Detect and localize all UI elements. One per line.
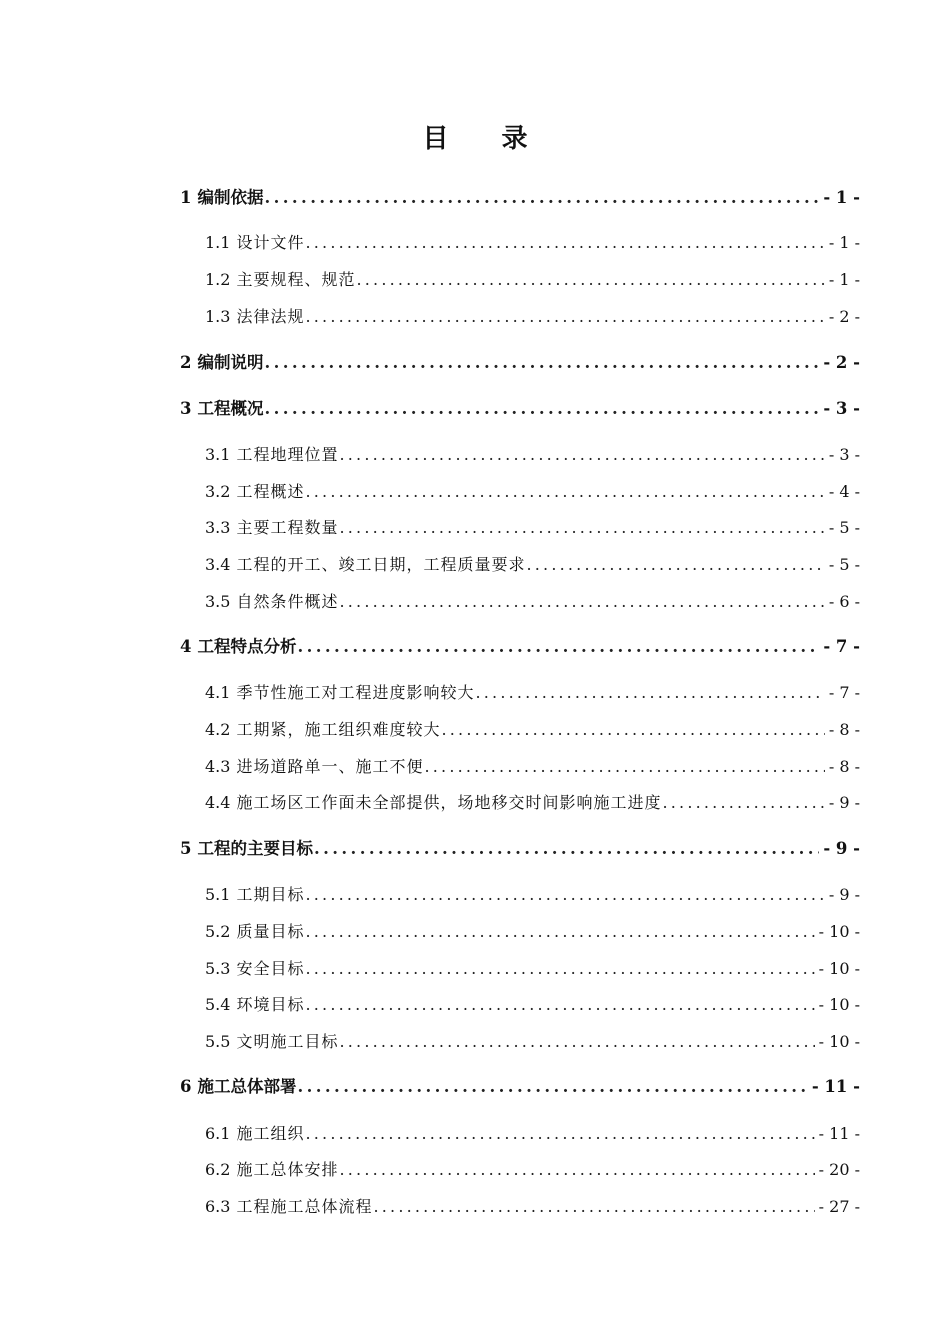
toc-page-number: - 7 - (828, 683, 860, 702)
toc-entry-number: 4.2 (205, 720, 231, 739)
toc-page-number: - 3 - (823, 399, 860, 418)
toc-entry-number: 4.4 (205, 793, 231, 812)
toc-entry-title: 文明施工目标 (236, 1032, 339, 1051)
toc-entry-title: 质量目标 (236, 922, 305, 941)
toc-page-number: - 10 - (818, 1032, 860, 1051)
toc-section-entry[interactable] (205, 590, 860, 614)
toc-entry-title: 设计文件 (236, 233, 305, 252)
toc-entry-number: 3.2 (205, 482, 231, 501)
toc-entry-title: 主要规程、规范 (236, 270, 356, 289)
toc-dot-leader (441, 718, 824, 742)
toc-dot-leader (264, 397, 819, 421)
toc-dot-leader (305, 1122, 814, 1146)
toc-entry-title: 施工组织 (236, 1124, 305, 1143)
toc-entry-title: 施工总体安排 (236, 1160, 339, 1179)
toc-entry-title: 编制说明 (197, 353, 264, 372)
toc-dot-leader (314, 837, 819, 861)
toc-section-entry[interactable] (205, 957, 860, 981)
toc-page-number: - 2 - (823, 353, 860, 372)
toc-entry-number: 3 (180, 399, 192, 418)
toc-entry-title: 工程概况 (197, 399, 264, 418)
toc-entry-title: 法律法规 (236, 307, 305, 326)
toc-entry-title: 主要工程数量 (236, 518, 339, 537)
toc-entry-title: 进场道路单一、施工不便 (236, 757, 424, 776)
toc-section-entry[interactable] (205, 791, 860, 815)
toc-page-number: - 4 - (828, 482, 860, 501)
toc-dot-leader (373, 1195, 814, 1219)
toc-dot-leader (305, 305, 824, 329)
toc-dot-leader (305, 993, 814, 1017)
toc-dot-leader (339, 1030, 814, 1054)
toc-dot-leader (356, 268, 824, 292)
toc-chapter-entry[interactable] (180, 837, 860, 861)
toc-dot-leader (526, 553, 824, 577)
toc-section-entry[interactable] (205, 1195, 860, 1219)
toc-entry-title: 工程的开工、竣工日期，工程质量要求 (236, 555, 526, 574)
toc-dot-leader (662, 791, 824, 815)
toc-dot-leader (305, 883, 824, 907)
toc-entry-title: 工期紧，施工组织难度较大 (236, 720, 441, 739)
toc-entry-title: 自然条件概述 (236, 592, 339, 611)
toc-section-entry[interactable] (205, 553, 860, 577)
toc-chapter-entry[interactable] (180, 1075, 860, 1099)
toc-entry-number: 6.1 (205, 1124, 231, 1143)
toc-entry-title: 施工总体部署 (197, 1077, 297, 1096)
toc-dot-leader (264, 186, 819, 210)
toc-entry-title: 工程概述 (236, 482, 305, 501)
toc-entry-title: 工程特点分析 (197, 637, 297, 656)
toc-entry-title: 环境目标 (236, 995, 305, 1014)
toc-entry-number: 4 (180, 637, 192, 656)
toc-entry-title: 工程施工总体流程 (236, 1197, 373, 1216)
toc-dot-leader (339, 590, 824, 614)
toc-entry-title: 工程的主要目标 (197, 839, 313, 858)
toc-dot-leader (305, 920, 814, 944)
toc-page-number: - 9 - (828, 885, 860, 904)
toc-section-entry[interactable] (205, 993, 860, 1017)
toc-dot-leader (339, 516, 824, 540)
toc-section-entry[interactable] (205, 480, 860, 504)
toc-entry-number: 2 (180, 353, 192, 372)
toc-page-number: - 1 - (828, 233, 860, 252)
toc-entry-number: 3.5 (205, 592, 231, 611)
toc-entry-number: 1 (180, 188, 192, 207)
toc-section-entry[interactable] (205, 1122, 860, 1146)
toc-page-number: - 11 - (818, 1124, 860, 1143)
toc-page-number: - 3 - (828, 445, 860, 464)
toc-section-entry[interactable] (205, 718, 860, 742)
toc-entry-number: 3.4 (205, 555, 231, 574)
toc-entry-number: 1.3 (205, 307, 231, 326)
toc-dot-leader (475, 681, 824, 705)
toc-page-number: - 20 - (818, 1160, 860, 1179)
toc-dot-leader (264, 351, 819, 375)
toc-section-entry[interactable] (205, 755, 860, 779)
toc-page-number: - 1 - (828, 270, 860, 289)
toc-entry-number: 5.2 (205, 922, 231, 941)
toc-dot-leader (424, 755, 824, 779)
toc-section-entry[interactable] (205, 920, 860, 944)
toc-page-number: - 8 - (828, 757, 860, 776)
toc-entry-number: 3.3 (205, 518, 231, 537)
toc-page-number: - 5 - (828, 555, 860, 574)
toc-page-number: - 5 - (828, 518, 860, 537)
toc-page-number: - 10 - (818, 995, 860, 1014)
toc-dot-leader (339, 1158, 814, 1182)
toc-entry-title: 工期目标 (236, 885, 305, 904)
toc-section-entry[interactable] (205, 1030, 860, 1054)
toc-dot-leader (297, 1075, 807, 1099)
toc-entry-number: 5.4 (205, 995, 231, 1014)
toc-page-number: - 6 - (828, 592, 860, 611)
toc-entry-number: 6.2 (205, 1160, 231, 1179)
toc-page-number: - 1 - (823, 188, 860, 207)
toc-section-entry[interactable] (205, 883, 860, 907)
toc-section-entry[interactable] (205, 516, 860, 540)
toc-chapter-entry[interactable] (180, 186, 860, 210)
toc-section-entry[interactable] (205, 268, 860, 292)
toc-entry-title: 安全目标 (236, 959, 305, 978)
toc-page-number: - 10 - (818, 922, 860, 941)
toc-section-entry[interactable] (205, 231, 860, 255)
toc-entry-number: 5.5 (205, 1032, 231, 1051)
toc-entry-number: 5.3 (205, 959, 231, 978)
toc-dot-leader (339, 443, 824, 467)
toc-entry-number: 1.1 (205, 233, 231, 252)
toc-page-number: - 10 - (818, 959, 860, 978)
toc-dot-leader (297, 635, 819, 659)
toc-section-entry[interactable] (205, 1158, 860, 1182)
toc-entry-number: 1.2 (205, 270, 231, 289)
toc-section-entry[interactable] (205, 681, 860, 705)
toc-entry-title: 工程地理位置 (236, 445, 339, 464)
toc-entry-title: 施工场区工作面未全部提供，场地移交时间影响施工进度 (236, 793, 662, 812)
toc-chapter-entry[interactable] (180, 351, 860, 375)
toc-page-number: - 11 - (811, 1077, 860, 1096)
toc-entry-number: 6.3 (205, 1197, 231, 1216)
toc-chapter-entry[interactable] (180, 635, 860, 659)
toc-section-entry[interactable] (205, 443, 860, 467)
toc-dot-leader (305, 957, 814, 981)
toc-entry-number: 5 (180, 839, 192, 858)
toc-title: 目 录 (422, 124, 550, 154)
toc-page-number: - 8 - (828, 720, 860, 739)
toc-page-number: - 7 - (823, 637, 860, 656)
toc-entry-number: 3.1 (205, 445, 231, 464)
toc-entry-title: 编制依据 (197, 188, 264, 207)
toc-page-number: - 2 - (828, 307, 860, 326)
toc-page-number: - 9 - (828, 793, 860, 812)
toc-entry-title: 季节性施工对工程进度影响较大 (236, 683, 475, 702)
toc-dot-leader (305, 480, 824, 504)
toc-page-number: - 9 - (823, 839, 860, 858)
toc-entry-number: 4.1 (205, 683, 231, 702)
toc-entry-number: 5.1 (205, 885, 231, 904)
toc-chapter-entry[interactable] (180, 397, 860, 421)
toc-entry-number: 6 (180, 1077, 192, 1096)
toc-dot-leader (305, 231, 824, 255)
toc-page-number: - 27 - (818, 1197, 860, 1216)
toc-entry-number: 4.3 (205, 757, 231, 776)
toc-section-entry[interactable] (205, 305, 860, 329)
